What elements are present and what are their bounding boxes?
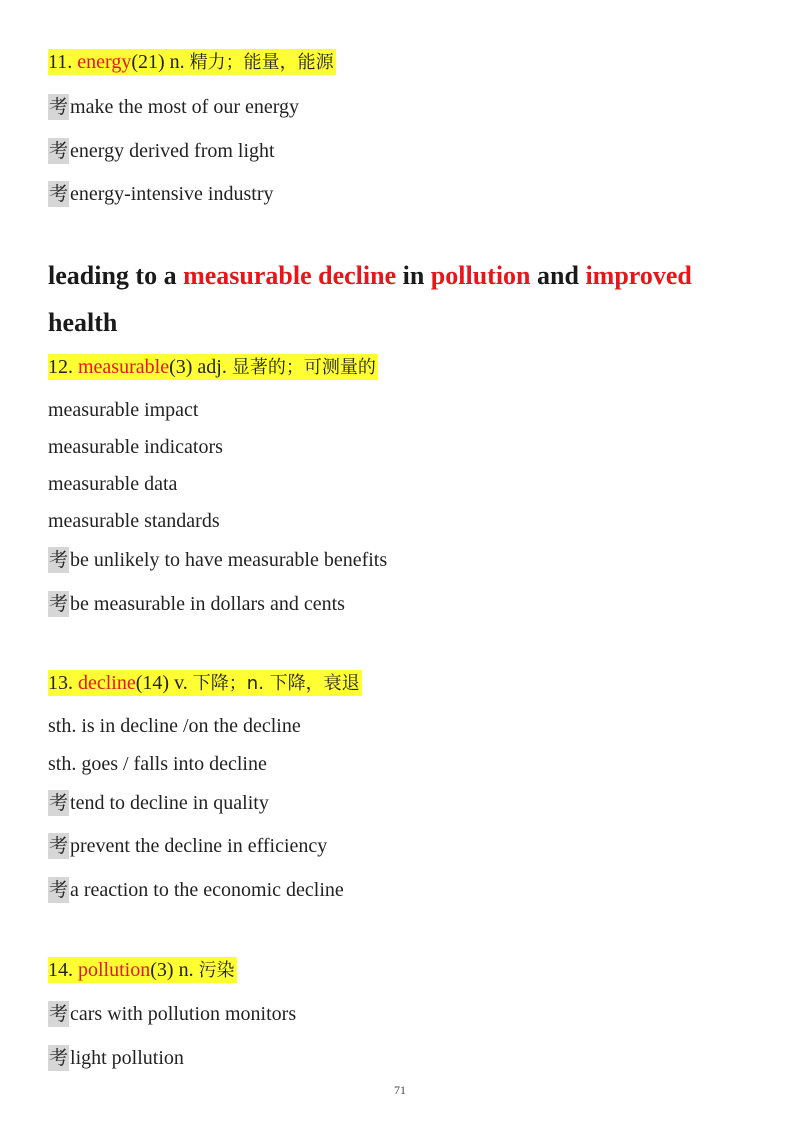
example-text: sth. goes / falls into decline [48,753,267,775]
example-text: prevent the decline in efficiency [70,835,328,857]
entry-header-measurable [48,355,378,380]
kao-exam-badge: 考 [49,1047,69,1069]
entry-number: 13. [48,672,78,694]
example-row [48,509,220,533]
entry-meaning: 精力；能量，能源 [189,52,334,73]
sentence-keyword: measurable decline [183,261,397,290]
entry-highlight [48,354,378,380]
example-row [48,1001,296,1027]
sentence-line-2: health [48,308,118,337]
example-text: measurable data [48,473,178,495]
kao-exam-badge: 考 [49,835,69,857]
kao-exam-badge: 考 [49,593,69,615]
sentence-keyword: improved [585,261,692,290]
example-text: measurable standards [48,510,220,532]
example-row [48,398,199,422]
entry-number: 11. [48,51,78,73]
example-row [48,790,269,816]
example-text: measurable impact [48,399,199,421]
entry-frequency: (21) [131,51,165,73]
entry-highlight [48,670,362,696]
entry-pos: n. [164,51,190,73]
entry-word: measurable [78,356,170,378]
sentence-part: in [396,261,431,290]
page-number: 71 [394,1083,406,1097]
example-text: cars with pollution monitors [70,1003,297,1025]
entry-highlight [48,957,237,983]
entry-meaning: 下降；n. 下降，衰退 [192,673,360,694]
entry-frequency: (3) [150,959,174,981]
example-text: measurable indicators [48,436,223,458]
kao-exam-badge: 考 [49,879,69,901]
example-row [48,591,345,617]
entry-frequency: (3) [169,356,193,378]
entry-pos: adj. [192,356,232,378]
entry-number: 12. [48,356,78,378]
kao-exam-badge: 考 [49,140,69,162]
example-row [48,547,387,573]
entry-word: decline [78,672,136,694]
entry-pos: v. [169,672,193,694]
example-row [48,833,327,859]
example-text: be measurable in dollars and cents [70,593,345,615]
example-text: light pollution [70,1047,184,1069]
entry-meaning: 污染 [198,960,235,981]
example-row [48,94,299,120]
kao-exam-badge: 考 [49,792,69,814]
sentence-line-1 [48,261,692,291]
example-text: make the most of our energy [70,96,300,118]
example-row [48,877,344,903]
kao-exam-badge: 考 [49,96,69,118]
example-row [48,1045,184,1071]
sentence-part: and [530,261,586,290]
entry-pos: n. [173,959,199,981]
example-row [48,435,223,459]
kao-exam-badge: 考 [49,549,69,571]
entry-meaning: 显著的；可测量的 [231,357,376,378]
example-text: a reaction to the economic decline [70,879,344,901]
sentence-keyword: pollution [430,261,531,290]
entry-number: 14. [48,959,78,981]
entry-header-pollution [48,958,237,983]
example-text: energy-intensive industry [70,183,274,205]
example-text: be unlikely to have measurable benefits [70,549,388,571]
example-text: energy derived from light [70,140,275,162]
example-row [48,714,301,738]
example-row [48,752,267,776]
example-row [48,181,274,207]
entry-header-energy [48,50,336,75]
entry-word: energy [77,51,132,73]
example-text: tend to decline in quality [70,792,269,814]
kao-exam-badge: 考 [49,1003,69,1025]
example-row [48,472,177,496]
entry-highlight [48,49,336,75]
sentence-part: leading to a [48,261,184,290]
example-row [48,138,275,164]
entry-header-decline [48,671,362,696]
entry-word: pollution [78,959,151,981]
kao-exam-badge: 考 [49,183,69,205]
entry-frequency: (14) [135,672,170,694]
example-text: sth. is in decline /on the decline [48,715,301,737]
